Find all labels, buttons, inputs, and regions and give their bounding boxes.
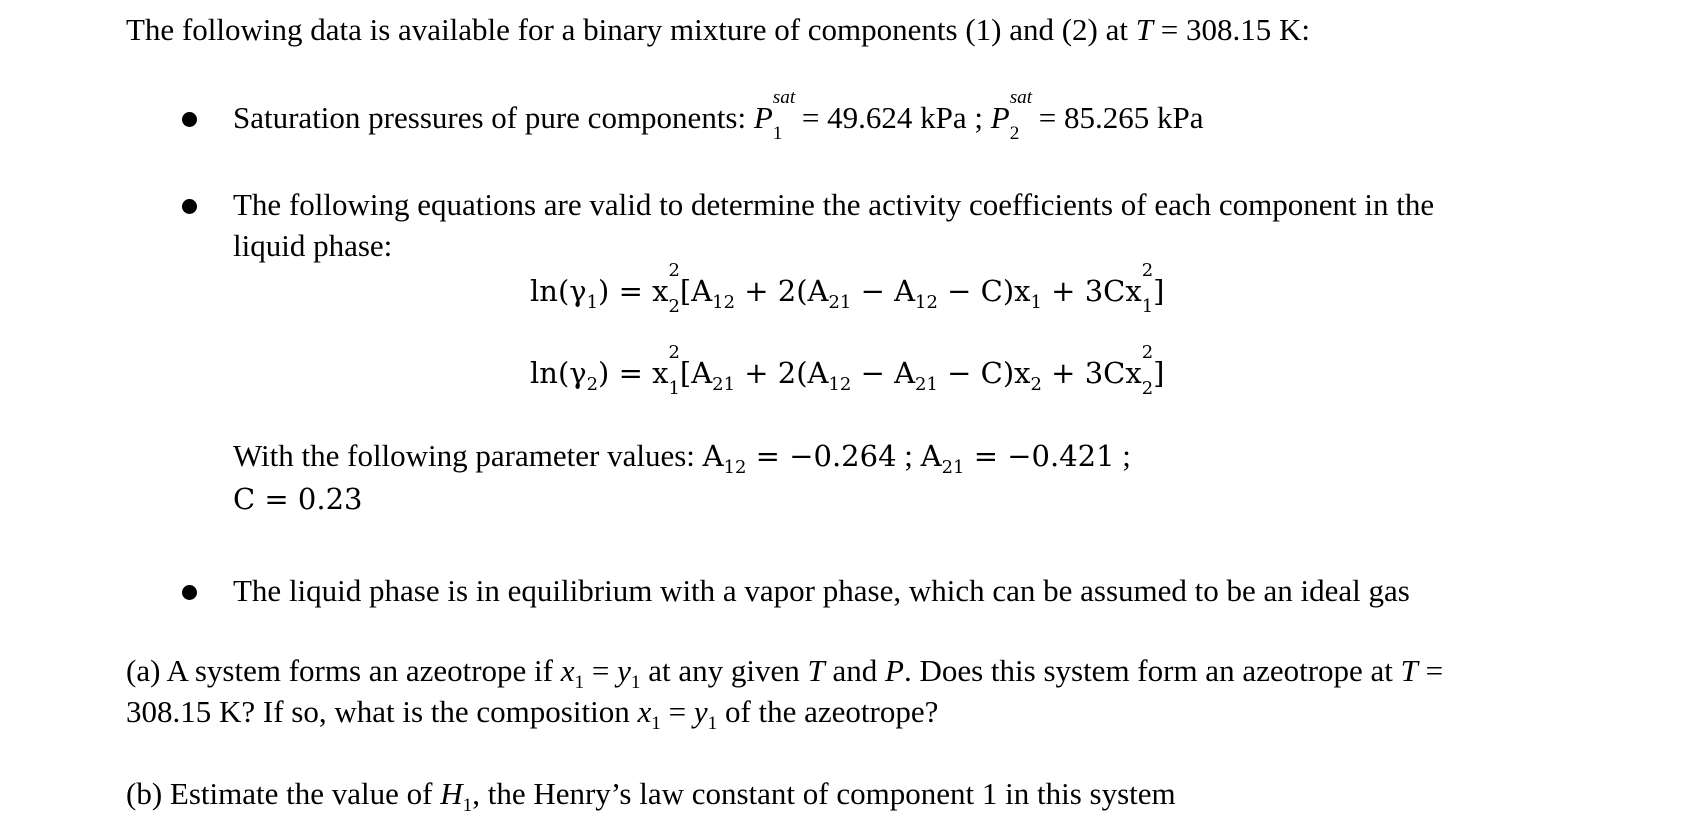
- bullet-3-icon: [182, 585, 197, 600]
- intro-suffix: = 308.15 K:: [1153, 12, 1310, 47]
- bullet-1-prefix: Saturation pressures of pure components:: [233, 100, 754, 135]
- p1-scripts: sat 1: [772, 87, 796, 144]
- intro-prefix: The following data is available for a binary mixture of components (1) and (2) at: [126, 12, 1136, 47]
- p1-symbol: P: [753, 100, 773, 135]
- a12-parameter: $A_{12} = -0.264$: [702, 439, 897, 478]
- equation-gamma-1: $\ln(\gamma_1) = x$ 2 2 [$A_{12} + 2(A_{21} - A_{12} - C)x_1 + 3Cx$ 2 1 ]: [530, 260, 1165, 317]
- c-parameter: C = 0.23: [233, 482, 363, 516]
- part-a-line-1: (a) A system forms an azeotrope if $x_1 = y_1$ at any given T and P. Does this system form an azeotrope at T =: [126, 653, 1444, 694]
- p2-scripts: sat 2: [1009, 87, 1033, 144]
- part-a-line-2: 308.15 K? If so, what is the composition $x_1 = y_1$ of the azeotrope?: [126, 694, 939, 735]
- bullet-2-icon: [182, 199, 197, 214]
- bullet-2-line-1: The following equations are valid to determine the activity coefficients of each component in the: [233, 187, 1435, 222]
- equation-gamma-2: $\ln(\gamma_2) = x$ 2 1 [$A_{21} + 2(A_{12} - A_{21} - C)x_2 + 3Cx$ 2 2 ]: [530, 342, 1165, 399]
- p2-symbol: P: [990, 100, 1010, 135]
- bullet-1-text: [233, 87, 1204, 144]
- intro-line: [126, 12, 1310, 48]
- bullet-1-icon: [182, 112, 197, 127]
- bullet-2-line-2: liquid phase:: [233, 228, 393, 263]
- part-b-line: (b) Estimate the value of $H_1$, the Henry’s law constant of component 1 in this system: [126, 776, 1176, 817]
- parameter-values-line: With the following parameter values: $A_{12} = -0.264$ ; $A_{21} = -0.421$ ;: [233, 438, 1131, 478]
- p2-value: = 85.265 kPa: [1031, 100, 1204, 135]
- temperature-symbol: T: [1135, 12, 1154, 47]
- bullet-3-text: The liquid phase is in equilibrium with a vapor phase, which can be assumed to be an ideal gas: [233, 573, 1410, 608]
- a21-parameter: $A_{21} = -0.421$: [920, 439, 1115, 478]
- p1-value: = 49.624 kPa ;: [794, 100, 991, 135]
